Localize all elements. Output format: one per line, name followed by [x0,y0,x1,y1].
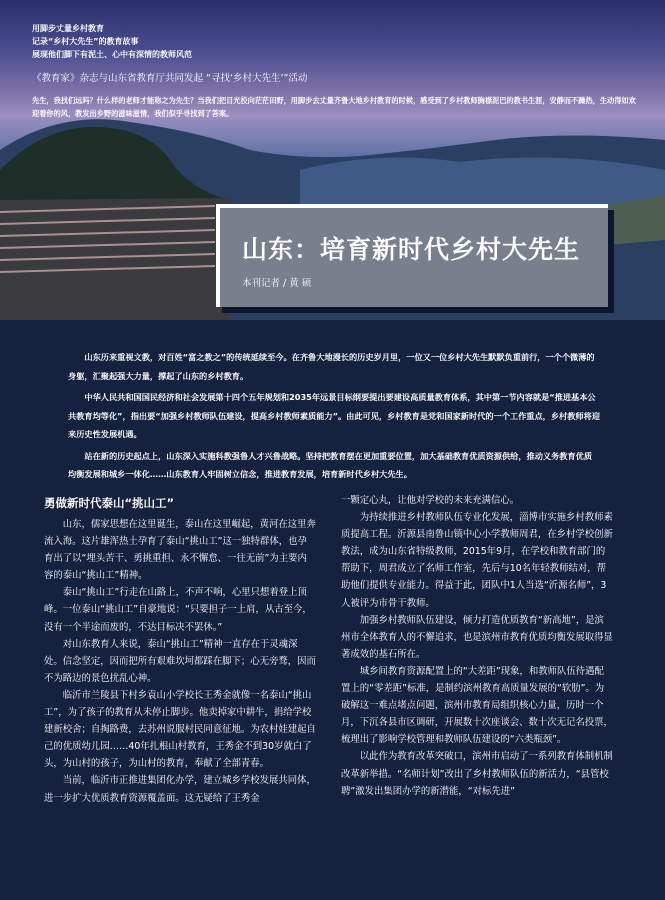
body-paragraph: 城乡间教育资源配置上的“大差距”现象，和教师队伍待遇配置上的“零差距”标准，是制约滨州教育高质量发展的“软肋”。为破解这一难点堵点问题，滨州市教育局组织核心力量，历时一个月，下沉各县市区调研，开展数十次座谈会、数十次无记名投票，梳理出了影响学校管理和教师队伍建设的“六类瓶颈”。 [341,665,613,746]
body-paragraph: 临沂市兰陵县下村乡袁山小学校长王秀金就像一名泰山“挑山工”，为了孩子的教育从未停止脚步。他卖掉家中耕牛，捐给学校建新校舍；自掏路费，去苏州说服村民同意征地。为农村娃建起自己的优质幼儿园……40年扎根山村教育，王秀金不到30岁就白了头，为山村的孩子，为山村的教育，奉献了全部青春。 [44,689,316,770]
article-title: 山东：培育新时代乡村大先生 [242,235,581,264]
body-paragraph: 加强乡村教师队伍建设，倾力打造优质教育“新高地”，是滨州市全体教育人的不懈追求，也是滨州市教育优质均衡发展取得显著成效的基石所在。 [341,614,613,660]
series-tagline [32,22,192,61]
body-paragraph: 以此作为教育改革突破口，滨州市启动了一系列教育体制机制改革新举措。“名师计划”改出了乡村教师队伍的新活力，“县管校聘”激发出集团办学的新潜能，“对标先进” [341,751,613,797]
tagline-line: 记录“乡村大先生”的教育故事 [32,37,139,46]
event-title: 《教育家》杂志与山东省教育厅共同发起 “寻找‘乡村大先生’”活动 [32,73,308,84]
right-column [341,492,613,800]
intro-paragraph: 先生，我找们远吗？什么样的老师才能称之为先生？当我们把目光投向茫茫田野，用脚步去丈量齐鲁大地乡村教育的时候，感受到了乡村教师胸襟泥巴的教书生涯，安静而不躁热，生动得如欢迎着你的风，教发出乡野的滋味滋情，我们似乎寻找到了答案。 [32,96,636,118]
article-byline: 本刊记者 / 黄 硕 [242,278,312,289]
tagline-line: 展现他们脚下有泥土、心中有深情的教师风范 [32,50,192,59]
lead-paragraph: 中华人民共和国国民经济和社会发展第十四个五年规划和2035年远景目标纲要提出要建设高质量教育体系，其中第一节内容就是“推进基本公共教育均等化”，指出要“加强乡村教师队伍建设，提高乡村教师素质能力”。由此可见，乡村教育是党和国家新时代的一个工作重点，乡村教师将迎来历史性发展机遇。 [68,392,600,439]
body-paragraph: 泰山“挑山工”行走在山路上，不声不响，心里只想着登上顶峰。一位泰山“挑山工”自豪地说：“只要担子一上肩，从古至今，没有一个半途而废的，不达目标决不罢休。” [44,587,312,633]
body-paragraph: 为持续推进乡村教师队伍专业化发展，淄博市实施乡村教师素质提高工程。沂源县南鲁山镇中心小学教师周君，在乡村学校创新教法，成为山东省特级教师，2015年9月，在学校和教育部门的帮助下，周君成立了名师工作室，先后与10名年轻教师结对，帮助他们提供专业能力。得益于此，团队中1人当选“沂源名师”，3人被评为市骨干教师。 [341,512,613,609]
lead-section [68,348,600,487]
title-box [216,204,608,307]
body-paragraph: 山东，儒家思想在这里诞生，泰山在这里崛起，黄河在这里奔流入海。这片雄浑热土孕育了泰山“挑山工”这一独特群体，也孕育出了以“埋头苦干、勇挑重担、永不懈怠、一往无前”为主要内容的泰山“挑山工”精神。 [44,519,316,582]
lead-paragraph: 站在新的历史起点上，山东深入实施科教强鲁人才兴鲁战略。坚持把教育摆在更加重要位置，加大基础教育优质资源供给，推动义务教育优质均衡发展和城乡一体化……山东教育人牢固树立信念，推进教育发展，培育新时代乡村大先生。 [68,450,593,479]
tagline-line: 用脚步丈量乡村教育 [32,24,104,33]
body-paragraph: 当前，临沂市正推进集团化办学，建立城乡学校发展共同体，进一步扩大优质教育资源覆盖面。这无疑给了王秀金 [44,775,316,804]
section-heading: 勇做新时代泰山“挑山工” [44,496,175,510]
continued-paragraph: 一颗定心丸，让他对学校的未来充满信心。 [341,495,520,506]
left-column [44,492,316,807]
body-paragraph: 对山东教育人来说，泰山“挑山工”精神一直存在于灵魂深处。信念坚定，因而把所有艰难坎坷都踩在脚下；心无旁骛，因而不为路边的景色扰乱心神。 [44,638,316,684]
lead-paragraph: 山东历来重视文教，对百姓“富之教之”的传统延续至今。在齐鲁大地漫长的历史岁月里，一位又一位乡村大先生默默负重前行，一个个微薄的身躯，汇聚起强大力量，撑起了山东的乡村教育。 [68,352,595,381]
